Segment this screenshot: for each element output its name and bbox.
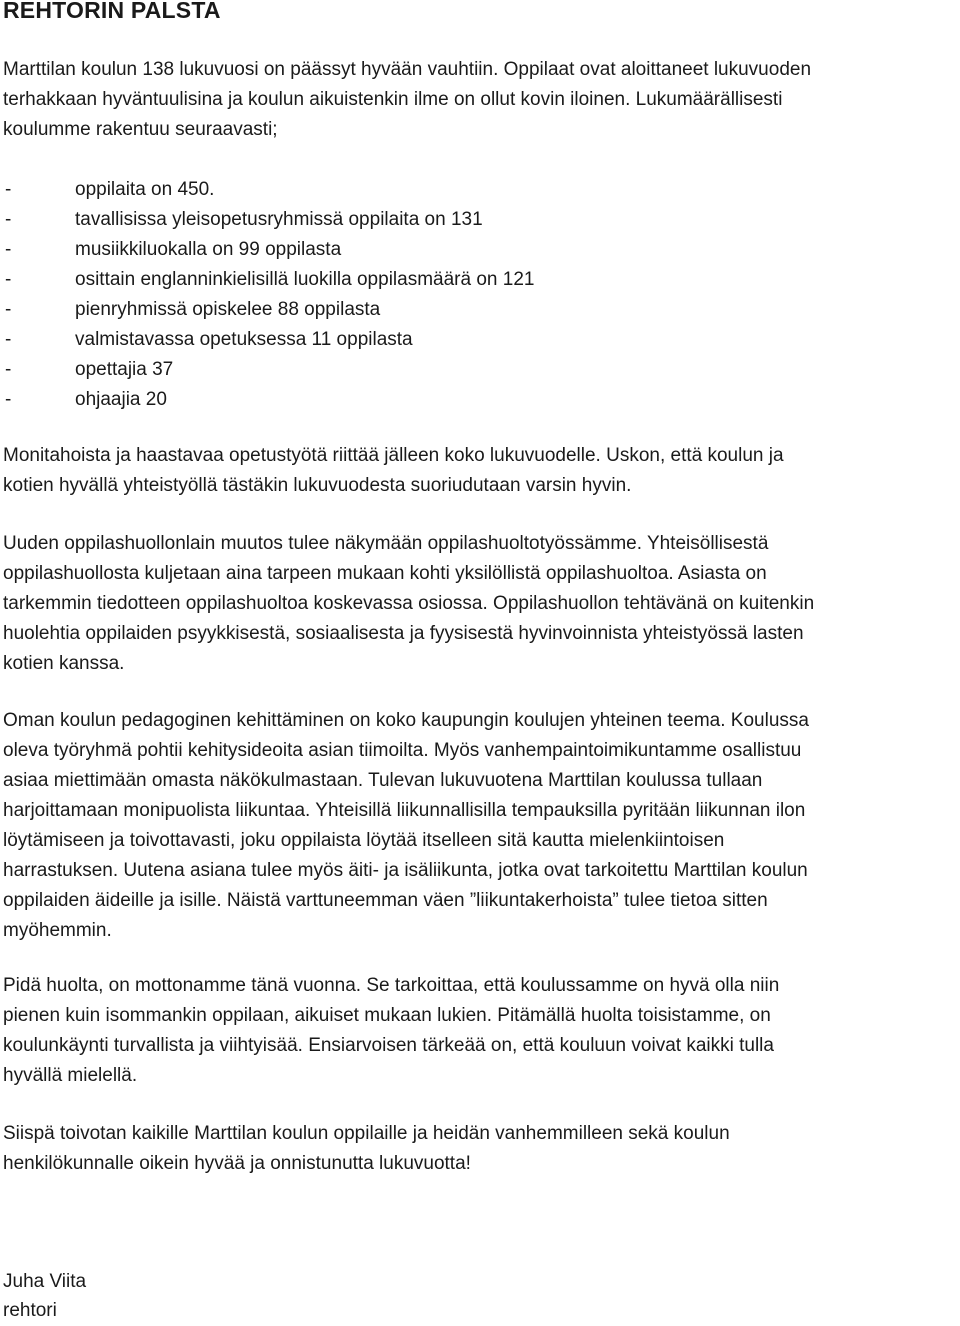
paragraph-line: henkilökunnalle oikein hyvää ja onnistunutta lukuvuotta! <box>3 1153 471 1174</box>
signature-role: rehtori <box>3 1300 57 1321</box>
list-item <box>3 295 534 325</box>
paragraph-motto <box>3 971 958 1091</box>
list-item-text: musiikkiluokalla on 99 oppilasta <box>75 239 342 260</box>
paragraph-line: kotien hyvällä yhteistyöllä tästäkin lukuvuodesta suoriudutaan varsin hyvin. <box>3 475 632 496</box>
list-dash: - <box>5 299 12 320</box>
list-dash: - <box>5 359 12 380</box>
list-item <box>3 385 534 415</box>
list-dash: - <box>5 209 12 230</box>
paragraph-line: asiaa miettimään omasta näkökulmastaan. Tulevan lukuvuotena Marttilan koulussa tullaan <box>3 770 763 791</box>
paragraph-line: tarkemmin tiedotteen oppilashuoltoa koskevassa osiossa. Oppilashuollon tehtävänä on kuitenkin <box>3 593 815 614</box>
paragraph-line: oppilaiden äideille ja isille. Näistä varttuneemman väen ”liikuntakerhoista” tulee tietoa sitten <box>3 890 768 911</box>
paragraph-line: hyvällä mielellä. <box>3 1065 138 1086</box>
paragraph-pedagogy <box>3 706 958 946</box>
signature-name: Juha Viita <box>3 1271 87 1292</box>
intro-line: Marttilan koulun 138 lukuvuosi on päässyt hyvään vauhtiin. Oppilaat ovat aloittaneet lukuvuoden <box>3 59 812 80</box>
list-dash: - <box>5 329 12 350</box>
list-item-text: ohjaajia 20 <box>75 389 167 410</box>
list-item <box>3 325 534 355</box>
list-item <box>3 265 534 295</box>
list-item <box>3 235 534 265</box>
paragraph-line: Monitahoista ja haastavaa opetustyötä riittää jälleen koko lukuvuodelle. Uskon, että koulun ja <box>3 445 784 466</box>
paragraph-line: harjoittamaan monipuolista liikuntaa. Yhteisillä liikunnallisilla tempauksilla pyritään liikunnan ilon <box>3 800 806 821</box>
paragraph-line: Pidä huolta, on mottonamme tänä vuonna. Se tarkoittaa, että koulussamme on hyvä olla niin <box>3 975 780 996</box>
paragraph-line: pienen kuin isommankin oppilaan, aikuiset mukaan lukien. Pitämällä huolta toisistamme, on <box>3 1005 771 1026</box>
list-item-text: tavallisissa yleisopetusryhmissä oppilaita on 131 <box>75 209 483 230</box>
list-item-text: opettajia 37 <box>75 359 174 380</box>
paragraph-line: harrastuksen. Uutena asiana tulee myös äiti- ja isäliikunta, jotka ovat tarkoitettu Marttilan koulun <box>3 860 808 881</box>
list-item-text: osittain englanninkielisillä luokilla oppilasmäärä on 121 <box>75 269 535 290</box>
paragraph-line: löytämiseen ja toivottavasti, joku oppilaista löytää itselleen sitä kautta mielenkiintoisen <box>3 830 725 851</box>
list-dash: - <box>5 389 12 410</box>
paragraph-line: oppilashuollosta kuljetaan aina tarpeen mukaan kohti yksilöllistä oppilashuoltoa. Asiasta on <box>3 563 767 584</box>
paragraph-line: Uuden oppilashuollonlain muutos tulee näkymään oppilashuoltotyössämme. Yhteisöllisestä <box>3 533 769 554</box>
paragraph-closing <box>3 1119 958 1179</box>
intro-line: koulumme rakentuu seuraavasti; <box>3 119 278 140</box>
paragraph-line: myöhemmin. <box>3 920 112 941</box>
paragraph-line: huolehtia oppilaiden psyykkisestä, sosiaalisesta ja fyysisestä hyvinvoinnista yhteistyössä lasten <box>3 623 804 644</box>
statistics-list <box>3 175 534 415</box>
list-item <box>3 175 534 205</box>
paragraph-line: oleva työryhmä pohtii kehitysideoita asian tiimoilta. Myös vanhempaintoimikuntamme osallistuu <box>3 740 802 761</box>
list-item-text: valmistavassa opetuksessa 11 oppilasta <box>75 329 413 350</box>
intro-paragraph <box>3 55 958 145</box>
list-dash: - <box>5 179 12 200</box>
paragraph-student-welfare <box>3 529 958 679</box>
intro-line: terhakkaan hyväntuulisina ja koulun aikuistenkin ilme on ollut kovin iloinen. Lukumäärällisesti <box>3 89 783 110</box>
list-item <box>3 355 534 385</box>
list-item-text: oppilaita on 450. <box>75 179 215 200</box>
list-dash: - <box>5 269 12 290</box>
paragraph-workload <box>3 441 958 501</box>
list-item <box>3 205 534 235</box>
list-dash: - <box>5 239 12 260</box>
list-item-text: pienryhmissä opiskelee 88 oppilasta <box>75 299 381 320</box>
paragraph-line: Siispä toivotan kaikille Marttilan koulun oppilaille ja heidän vanhemmilleen sekä koulun <box>3 1123 730 1144</box>
page-title: REHTORIN PALSTA <box>3 0 221 23</box>
paragraph-line: Oman koulun pedagoginen kehittäminen on koko kaupungin koulujen yhteinen teema. Koulussa <box>3 710 809 731</box>
paragraph-line: kotien kanssa. <box>3 653 125 674</box>
paragraph-line: koulunkäynti turvallista ja viihtyisää. Ensiarvoisen tärkeää on, että kouluun voivat kaikki tulla <box>3 1035 774 1056</box>
